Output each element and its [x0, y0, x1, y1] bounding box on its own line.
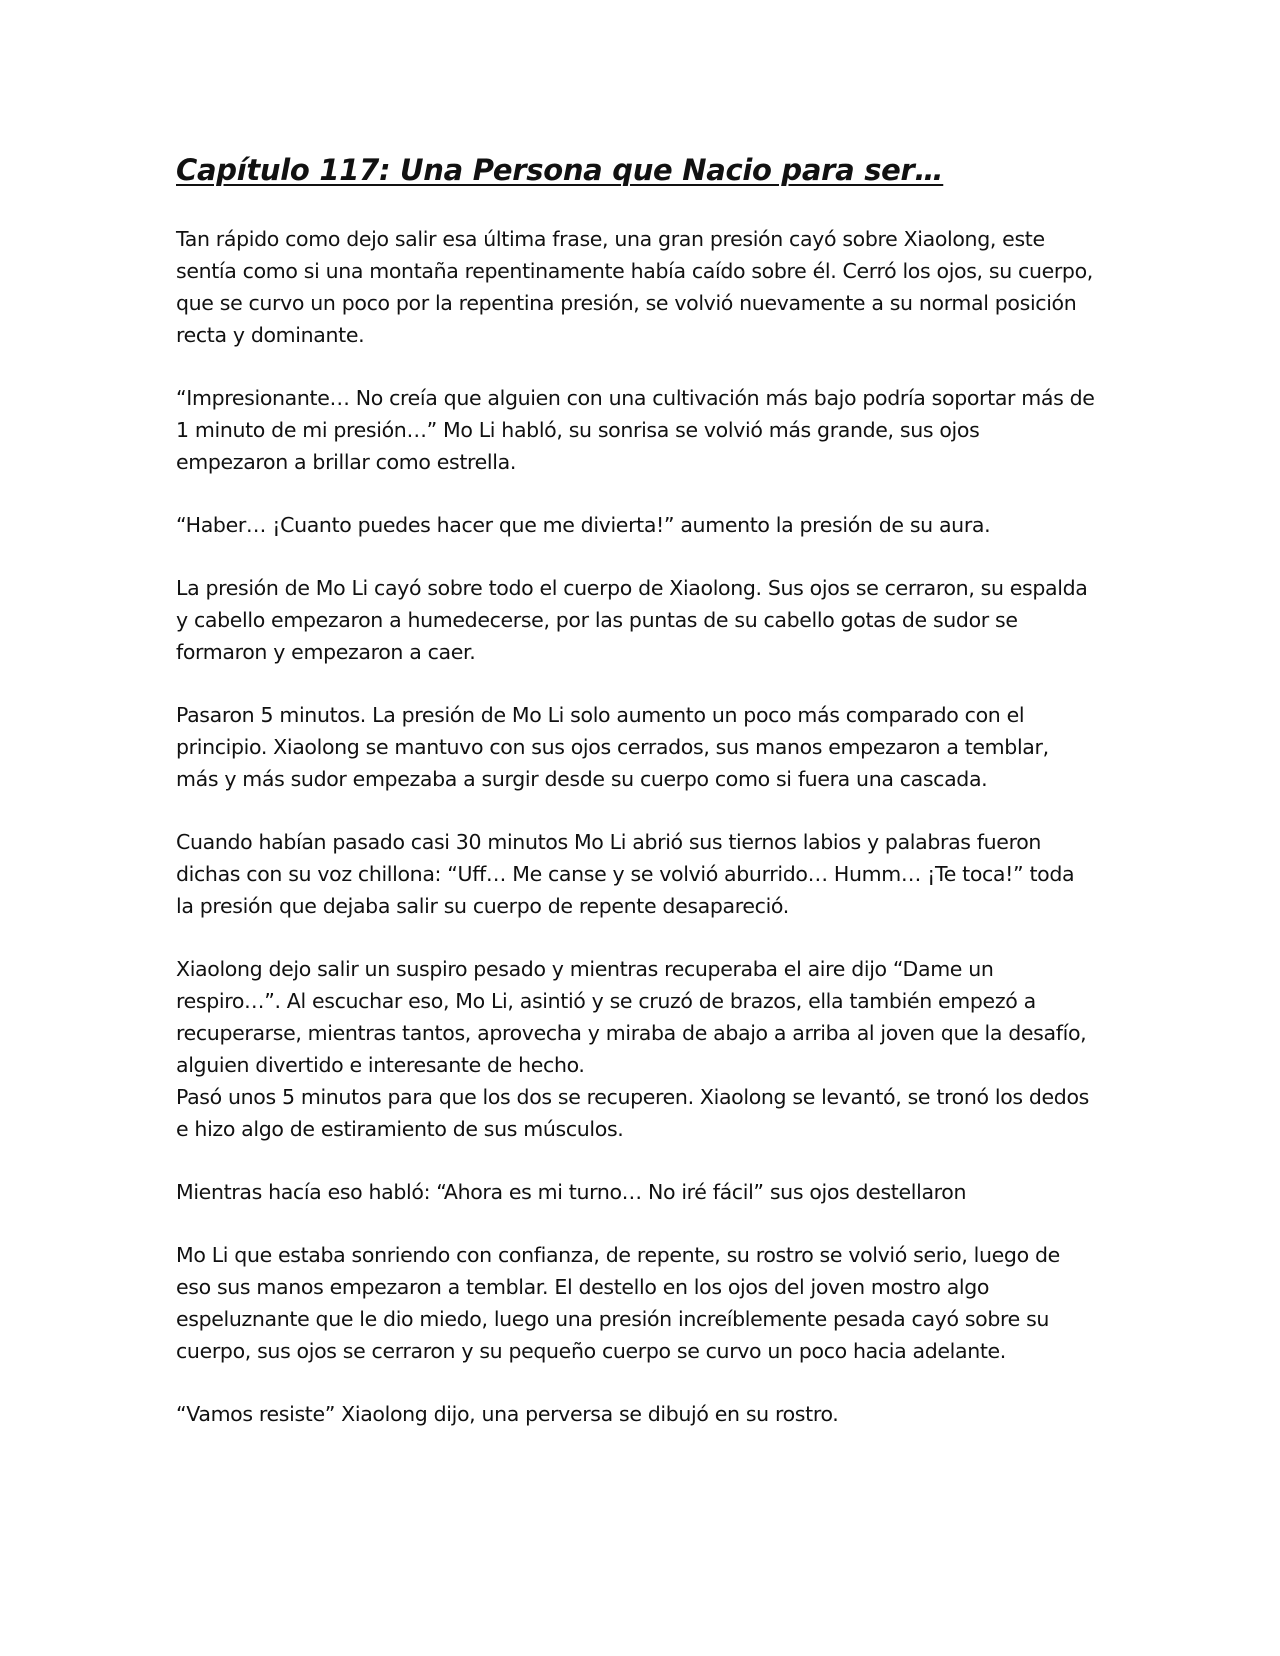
paragraph-10: Mo Li que estaba sonriendo con confianza, de repente, su rostro se volvió serio, luego de eso sus manos empezaron a temblar. El destello en los ojos del joven mostro algo espeluznante que le dio miedo, luego una presión increíblemente pesada cayó sobre su cuerpo, sus ojos se cerraron y su pequeño cuerpo se curvo un poco hacia adelante.	[176, 1243, 1060, 1363]
paragraph-5: Pasaron 5 minutos. La presión de Mo Li solo aumento un poco más comparado con el principio. Xiaolong se mantuvo con sus ojos cerrados, sus manos empezaron a temblar, más y más sudor empezaba a surgir desde su cuerpo como si fuera una cascada.	[176, 703, 1049, 791]
paragraph-1: Tan rápido como dejo salir esa última frase, una gran presión cayó sobre Xiaolong, este sentía como si una montaña repentinamente había caído sobre él. Cerró los ojos, su cuerpo, que se curvo un poco por la repentina presión, se volvió nuevamente a su normal posición recta y dominante.	[176, 227, 1093, 347]
paragraph-6: Cuando habían pasado casi 30 minutos Mo Li abrió sus tiernos labios y palabras fueron dichas con su voz chillona: “Uff… Me canse y se volvió aburrido… Humm… ¡Te toca!” toda la presión que dejaba salir su cuerpo de repente desapareció.	[176, 830, 1075, 918]
chapter-title: Capítulo 117: Una Persona que Nacio para ser…	[176, 153, 944, 187]
paragraph-2: “Impresionante… No creía que alguien con una cultivación más bajo podría soportar más de 1 minuto de mi presión…” Mo Li habló, su sonrisa se volvió más grande, sus ojos empezaron a brillar como estrella.	[176, 386, 1095, 474]
paragraph-7: Xiaolong dejo salir un suspiro pesado y mientras recuperaba el aire dijo “Dame un respiro…”. Al escuchar eso, Mo Li, asintió y se cruzó de brazos, ella también empezó a recuperarse, mientras tantos, aprovecha y miraba de abajo a arriba al joven que la desafío, alguien divertido e interesante de hecho.	[176, 957, 1087, 1077]
paragraph-11: “Vamos resiste” Xiaolong dijo, una perversa se dibujó en su rostro.	[176, 1402, 839, 1426]
paragraph-3: “Haber… ¡Cuanto puedes hacer que me divierta!” aumento la presión de su aura.	[176, 513, 991, 537]
document-page	[176, 150, 1096, 1461]
paragraph-9: Mientras hacía eso habló: “Ahora es mi turno… No iré fácil” sus ojos destellaron	[176, 1180, 967, 1204]
paragraph-8: Pasó unos 5 minutos para que los dos se recuperen. Xiaolong se levantó, se tronó los dedos e hizo algo de estiramiento de sus músculos.	[176, 1085, 1089, 1141]
paragraph-4: La presión de Mo Li cayó sobre todo el cuerpo de Xiaolong. Sus ojos se cerraron, su espalda y cabello empezaron a humedecerse, por las puntas de su cabello gotas de sudor se formaron y empezaron a caer.	[176, 576, 1088, 664]
